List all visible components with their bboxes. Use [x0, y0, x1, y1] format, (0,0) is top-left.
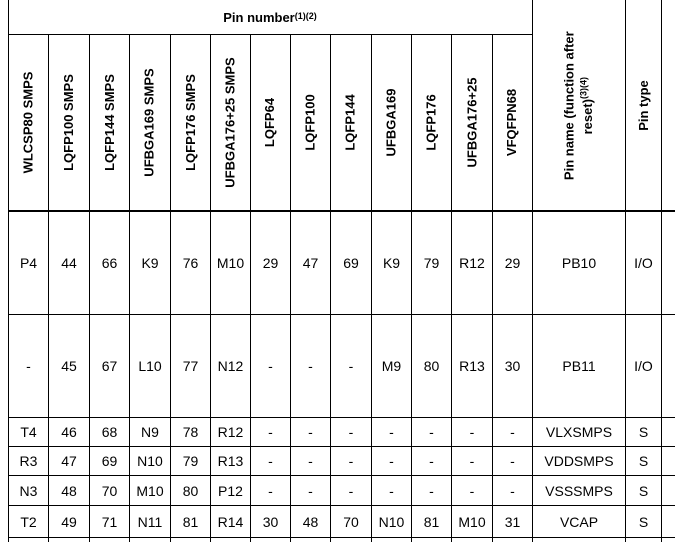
pin-number-cell: R13 — [459, 358, 485, 374]
row-divider — [8, 537, 675, 538]
column-header-label: WLCSP80 SMPS — [20, 71, 36, 174]
pin-number-cell: K9 — [141, 255, 159, 271]
column-header-label: UFBGA176+25 — [464, 77, 479, 168]
pin-number-cell: T4 — [20, 424, 37, 440]
pin-type-right-border — [661, 0, 662, 542]
pin-number-cell: 77 — [182, 358, 199, 374]
pin-number-cell: N3 — [19, 482, 38, 499]
pin-number-cell: 80 — [182, 482, 199, 499]
pin-name-header-line2 — [577, 31, 595, 180]
pin-number-cell: - — [26, 358, 31, 374]
pin-name-header-label — [562, 31, 595, 180]
pin-type-cell: S — [638, 453, 649, 469]
pin-number-cell: 81 — [423, 513, 440, 530]
pin-name-header-footnote: (3)(4) — [578, 76, 589, 99]
pin-number-cell: M10 — [216, 255, 245, 271]
pin-number-cell: K9 — [382, 255, 401, 271]
pin-number-cell: - — [268, 358, 273, 374]
pin-number-cell: 70 — [101, 482, 118, 499]
pin-name-header-line1: Pin name (function after — [561, 31, 577, 180]
column-header-label: LQFP64 — [262, 97, 278, 148]
pin-number-cell: - — [348, 358, 354, 374]
pin-number-cell: - — [348, 453, 354, 469]
column-header-label: UFBGA176+25 SMPS — [222, 57, 238, 188]
pin-number-cell: N12 — [217, 358, 244, 374]
pin-name-cell: PB11 — [562, 358, 596, 374]
pin-number-cell: 31 — [504, 513, 521, 530]
pin-number-cell: 80 — [423, 358, 440, 374]
pin-number-cell: 47 — [61, 453, 77, 469]
pin-name-cell: VLXSMPS — [545, 424, 613, 440]
column-header-label: LQFP100 SMPS — [61, 74, 76, 171]
pin-number-cell: R12 — [459, 255, 485, 271]
pin-type-cell: S — [638, 424, 649, 440]
pin-number-cell: M9 — [381, 358, 402, 374]
pin-number-cell: - — [308, 453, 313, 469]
pin-number-cell: 69 — [101, 453, 118, 469]
pin-number-cell: - — [308, 358, 313, 374]
pin-number-cell: 49 — [61, 513, 77, 530]
column-header-ufbga176-25 — [451, 34, 492, 211]
pin-number-cell: - — [389, 453, 394, 469]
column-header-label: LQFP144 — [343, 94, 359, 151]
pin-type-cell: S — [638, 513, 649, 530]
column-header-ufbga169-smps — [129, 34, 170, 211]
column-header-label: VFQFPN68 — [504, 88, 520, 157]
column-header-lqfp176-smps — [170, 34, 210, 211]
pin-number-cell: - — [348, 482, 354, 499]
pin-type-cell: I/O — [634, 255, 653, 271]
column-header-lqfp100 — [290, 34, 330, 211]
group-header-pin-number — [8, 0, 532, 34]
column-header-ufbga169 — [371, 34, 411, 211]
pin-number-cell: 78 — [182, 424, 199, 440]
pin-number-cell: P4 — [19, 255, 38, 271]
column-header-label: LQFP144 SMPS — [101, 74, 117, 171]
pin-number-cell: 71 — [101, 513, 118, 530]
column-header-ufbga176-25-smps — [210, 34, 250, 211]
pin-number-cell: - — [469, 482, 475, 499]
pin-type-cell: S — [638, 482, 649, 499]
pin-name-cell: VDDSMPS — [544, 453, 614, 469]
column-header-lqfp144 — [330, 34, 371, 211]
pin-number-cell: M10 — [458, 513, 486, 530]
pin-number-cell: 66 — [101, 255, 118, 271]
pin-number-cell: 48 — [302, 513, 319, 530]
pin-name-header-line2-text: reset) — [580, 98, 596, 135]
column-header-label: UFBGA169 — [383, 88, 399, 157]
column-header-lqfp176 — [411, 34, 451, 211]
pin-number-cell: 29 — [504, 255, 521, 271]
pin-type-header-label: Pin type — [635, 80, 651, 131]
pin-number-cell: N10 — [137, 453, 163, 469]
pin-number-cell: N9 — [141, 424, 159, 440]
pin-number-cell: R14 — [217, 513, 244, 530]
group-header-footnote: (1)(2) — [294, 11, 317, 21]
column-header-label: LQFP176 — [423, 94, 439, 151]
pin-number-cell: - — [429, 424, 434, 440]
pin-number-cell: M10 — [136, 482, 164, 499]
pin-number-cell: - — [389, 424, 394, 440]
pin-number-cell: - — [469, 424, 475, 440]
column-header-label: LQFP176 SMPS — [182, 74, 198, 171]
group-header-label: Pin number — [223, 9, 295, 25]
pin-number-cell: - — [389, 482, 394, 499]
pin-number-cell: - — [268, 453, 273, 469]
pin-number-cell: - — [429, 453, 434, 469]
pin-number-cell: N11 — [137, 513, 163, 530]
pin-number-cell: 48 — [61, 482, 77, 499]
pin-number-cell: 79 — [423, 255, 440, 271]
pin-number-cell: - — [268, 482, 273, 499]
column-header-lqfp100-smps — [48, 34, 89, 211]
pin-number-cell: 69 — [343, 255, 359, 271]
pin-number-cell: R3 — [19, 453, 38, 469]
pin-number-cell: - — [308, 424, 313, 440]
pin-number-cell: 44 — [61, 255, 77, 271]
pin-number-cell: - — [510, 482, 515, 499]
pin-number-cell: - — [268, 424, 273, 440]
pin-number-cell: L10 — [138, 358, 162, 374]
pin-name-cell: VSSSMPS — [545, 482, 613, 499]
pin-number-cell: 30 — [262, 513, 279, 530]
column-header-lqfp64 — [250, 34, 290, 211]
pin-number-cell: 68 — [101, 424, 118, 440]
pin-name-cell: PB10 — [561, 255, 597, 271]
pin-number-cell: 76 — [182, 255, 199, 271]
pin-number-cell: - — [510, 424, 515, 440]
pin-number-cell: 81 — [182, 513, 199, 530]
pin-type-cell: I/O — [634, 358, 653, 374]
pin-number-cell: 30 — [504, 358, 521, 374]
pin-number-cell: 70 — [343, 513, 359, 530]
pin-number-cell: 47 — [302, 255, 319, 271]
pin-number-cell: 29 — [262, 255, 279, 271]
column-header-wlcsp80-smps — [8, 34, 48, 211]
column-header-label: LQFP100 — [302, 94, 318, 151]
pin-number-cell: - — [510, 453, 515, 469]
pin-number-cell: 45 — [61, 358, 77, 374]
column-header-pin-name — [532, 0, 625, 211]
pin-number-cell: P12 — [218, 482, 243, 499]
column-header-lqfp144-smps — [89, 34, 129, 211]
pin-number-cell: 79 — [182, 453, 199, 469]
pin-number-cell: - — [429, 482, 434, 499]
pin-number-cell: N10 — [378, 513, 405, 530]
pin-number-cell: R13 — [217, 453, 244, 469]
pin-name-cell: VCAP — [559, 513, 599, 530]
pin-number-cell: - — [308, 482, 313, 499]
column-header-pin-type — [625, 0, 661, 211]
column-header-label: UFBGA169 SMPS — [142, 68, 157, 177]
pin-number-cell: R12 — [217, 424, 244, 440]
pin-number-cell: - — [348, 424, 354, 440]
column-header-vfqfpn68 — [492, 34, 532, 211]
pin-number-cell: 67 — [101, 358, 118, 374]
pin-number-cell: 46 — [61, 424, 77, 440]
pin-number-cell: - — [469, 453, 475, 469]
pin-number-cell: T2 — [20, 513, 37, 530]
